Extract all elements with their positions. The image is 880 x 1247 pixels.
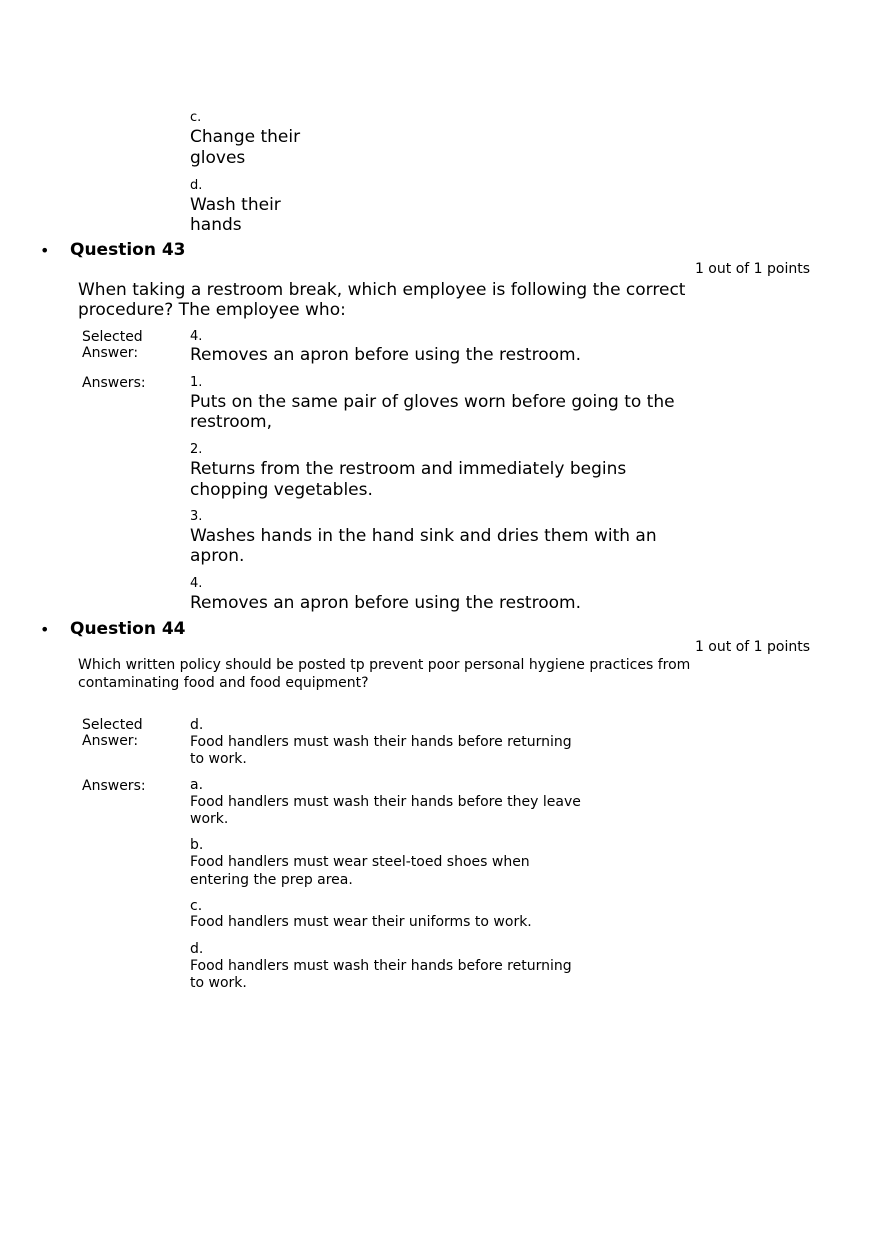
answer-text: chopping vegetables. — [190, 480, 373, 500]
bullet: • — [40, 241, 50, 260]
selected-answer-label: Selected — [82, 717, 143, 733]
answer-text: restroom, — [190, 412, 272, 432]
answer-letter: 3. — [190, 509, 203, 524]
selected-answer-label: Selected — [82, 329, 143, 345]
answer-text: Removes an apron before using the restroom. — [190, 593, 581, 613]
question-title: Question 43 — [70, 240, 186, 260]
question-text: contaminating food and food equipment? — [78, 675, 369, 691]
answer-text: Food handlers must wash their hands before they leave — [190, 794, 581, 810]
selected-answer-label: Answer: — [82, 345, 139, 361]
question-text: When taking a restroom break, which employee is following the correct — [78, 280, 686, 300]
answer-letter: 4. — [190, 576, 203, 591]
selected-answer-letter: 4. — [190, 329, 203, 344]
answer-text: apron. — [190, 546, 245, 566]
answers-label: Answers: — [82, 778, 146, 794]
selected-answer-letter: d. — [190, 717, 204, 733]
answer-text: entering the prep area. — [190, 872, 353, 888]
points-label: 1 out of 1 points — [694, 639, 810, 655]
selected-answer-text: to work. — [190, 751, 247, 767]
question-title: Question 44 — [70, 619, 186, 639]
option-text: gloves — [190, 148, 246, 168]
option-letter: d. — [190, 178, 203, 193]
answer-text: Food handlers must wear their uniforms to work. — [190, 914, 532, 930]
option-letter: c. — [190, 110, 202, 125]
selected-answer-label: Answer: — [82, 733, 139, 749]
answer-text: Washes hands in the hand sink and dries them with an — [190, 526, 657, 546]
selected-answer-text: Removes an apron before using the restroom. — [190, 345, 581, 365]
question-text: Which written policy should be posted tp prevent poor personal hygiene practices from — [78, 657, 691, 673]
answer-letter: c. — [190, 898, 203, 914]
answer-text: Food handlers must wear steel-toed shoes when — [190, 854, 530, 870]
answer-letter: b. — [190, 837, 204, 853]
answer-text: work. — [190, 811, 229, 827]
option-text: hands — [190, 215, 242, 235]
answer-letter: d. — [190, 941, 204, 957]
answer-letter: 2. — [190, 442, 203, 457]
option-text: Wash their — [190, 195, 281, 215]
answer-text: Returns from the restroom and immediately begins — [190, 459, 627, 479]
answer-text: Puts on the same pair of gloves worn before going to the — [190, 392, 675, 412]
selected-answer-text: Food handlers must wash their hands before returning — [190, 734, 572, 750]
question-text: procedure? The employee who: — [78, 300, 346, 320]
answer-text: to work. — [190, 975, 247, 991]
answer-letter: a. — [190, 777, 204, 793]
option-text: Change their — [190, 127, 301, 147]
bullet: • — [40, 620, 50, 639]
answers-label: Answers: — [82, 375, 146, 391]
points-label: 1 out of 1 points — [694, 261, 810, 277]
answer-letter: 1. — [190, 375, 203, 390]
answer-text: Food handlers must wash their hands before returning — [190, 958, 572, 974]
